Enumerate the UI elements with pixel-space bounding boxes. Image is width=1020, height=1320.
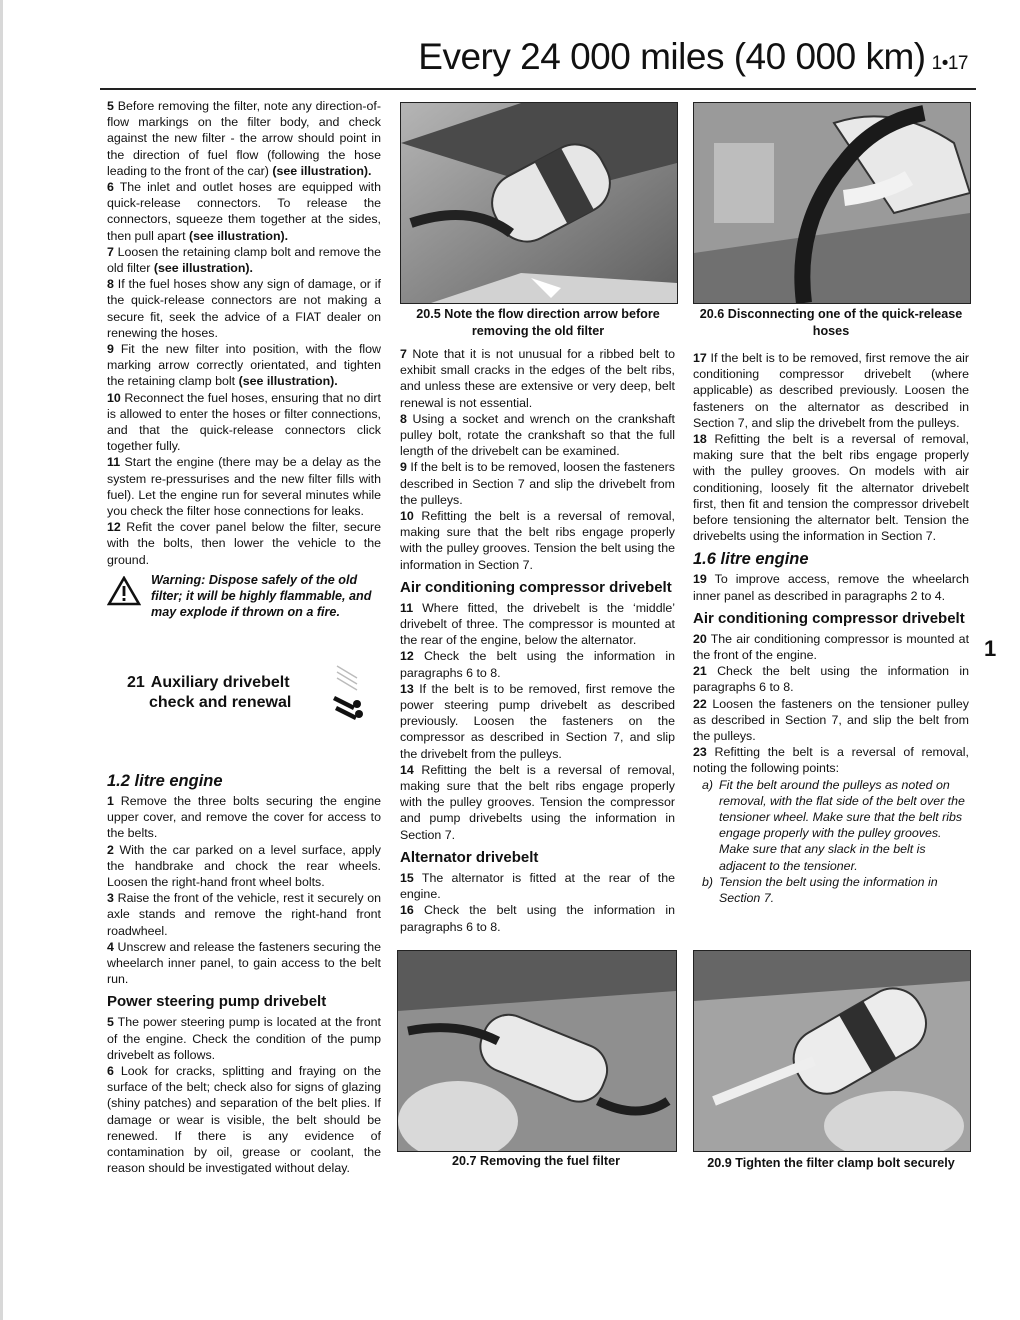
subheading: Alternator drivebelt [400,848,539,866]
subheading: 1.2 litre engine [107,771,223,790]
subheading: Power steering pump drivebelt [107,993,327,1011]
column-2 [400,346,675,935]
subheading: Air conditioning compressor drivebelt [400,578,672,596]
paragraph: 16 Check the belt using the information in paragraphs 6 to 8. [400,903,675,934]
subheading: 1.6 litre engine [693,550,809,569]
column-3 [693,350,969,906]
paragraph: 20 The air conditioning compressor is mounted at the front of the engine. [693,631,970,663]
paragraph: 11 Where fitted, the drivebelt is the ‘middle’ drivebelt of three. The compressor is mounted at the rear of the engine, below the alternator. [400,600,675,648]
photo-20-5 [400,102,678,304]
paragraph: 23 Refitting the belt is a reversal of removal, noting the following points: [693,745,969,776]
section-title-line1: Auxiliary drivebelt [150,673,290,691]
figure-caption: 20.5 Note the flow direction arrow before removing the old filter [416,307,660,338]
paragraph: 6 The inlet and outlet hoses are equipped with quick-release connectors. To release the connectors, squeeze them together at the sides, then pull apart (see illustration). [107,180,381,243]
paragraph: 12 Check the belt using the information in paragraphs 6 to 8. [400,649,675,680]
paragraph: 6 Look for cracks, splitting and fraying on the surface of the belt; check also for signs of glazing (shiny patches) and separation of the belt plies. If damage or wear is visible, the belt should be renewed. If there is any evidence of contamination by oil, grease or coolant, the reason should be investigated without delay. [107,1063,381,1176]
page-spine [0,0,3,1320]
header-rule [100,88,976,90]
paragraph: 14 Refitting the belt is a reversal of removal, making sure that the belt ribs engage properly with the pulley grooves. Tension the compressor and pump drivebelts using the information in Section 7. [400,762,675,842]
paragraph: 3 Raise the front of the vehicle, rest it securely on axle stands and remove the right-hand front roadwheel. [107,891,381,938]
header-title: Every 24 000 miles (40 000 km) [418,36,926,77]
section-heading [107,660,381,726]
paragraph: 13 If the belt is to be removed, first remove the power steering pump drivebelt as described previously. Loosen the fasteners on the compressor as described in Section 7, and slip the drivebelt from the pulleys. [400,681,675,761]
paragraph: 8 Using a socket and wrench on the crankshaft pulley bolt, rotate the crankshaft so that the full length of the drivebelt can be examined. [400,411,675,459]
paragraph: 10 Refitting the belt is a reversal of removal, making sure that the belt ribs engage properly with the pulley grooves. Tension the belt using the information in Section 7. [400,509,675,572]
list-item: a) Fit the belt around the pulleys as noted on removal, with the flat side of the belt over the tensioner wheel. Make sure that the belt ribs engage properly with the pulley grooves. Make sure that any slack in the belt is adjacent to the tensioner. [701,777,965,873]
paragraph: 8 If the fuel hoses show any sign of damage, or if the quick-release connectors are not making a secure fit, seek the advice of a FIAT dealer on renewing the hoses. [107,277,381,340]
figure-caption: 20.9 Tighten the filter clamp bolt securely [707,1156,955,1170]
paragraph: 10 Reconnect the fuel hoses, ensuring that no dirt is allowed to enter the hoses or filter connections, and that the quick-release connectors click together fully. [107,390,381,454]
warning-box [107,572,381,620]
spanner-rating-icon [331,660,365,726]
paragraph: 19 To improve access, remove the wheelarch inner panel as described in paragraphs 2 to 4. [693,572,969,603]
paragraph: 9 Fit the new filter into position, with the flow marking arrow correctly orientated, and tighten the retaining clamp bolt (see illustration). [107,342,381,389]
running-header [418,36,968,78]
figure-caption: 20.7 Removing the fuel filter [452,1154,620,1168]
paragraph: 1 Remove the three bolts securing the engine upper cover, and remove the cover for access to the belts. [107,793,381,841]
photo-20-7 [397,950,677,1152]
page-number: 1•17 [931,53,968,74]
paragraph: 7 Loosen the retaining clamp bolt and remove the old filter (see illustration). [107,244,381,276]
figure-caption: 20.6 Disconnecting one of the quick-release hoses [699,307,963,338]
paragraph: 5 Before removing the filter, note any direction-of-flow markings on the filter body, and check against the new filter - the arrow should point in the direction of fuel flow (following the hose leading to the front of the car) (see illustration). [107,99,381,178]
paragraph: 18 Refitting the belt is a reversal of removal, making sure that the belt ribs engage properly with the pulley grooves. On models with air conditioning, loosely fit the alternator drivebelt first, then fit and tension the compressor drivebelt before tensioning the alternator belt. Tension the drivebelts using the information in Section 7. [693,432,969,544]
photo-20-9 [693,950,971,1152]
column-1 [107,98,381,1176]
warning-text: Warning: Dispose safely of the old filter; it will be highly flammable, and may explode if thrown on a fire. [151,572,372,619]
subheading: Air conditioning compressor drivebelt [693,609,965,627]
paragraph: 2 With the car parked on a level surface, apply the handbrake and chock the rear wheels. Loosen the right-hand front wheel bolts. [107,842,381,889]
points-list [693,777,969,907]
section-title-line2: check and renewal [149,693,292,711]
list-item: b) Tension the belt using the information in Section 7. [701,874,938,906]
paragraph: 17 If the belt is to be removed, first remove the air conditioning compressor drivebelt (where applicable) as described previously. Loosen the fasteners on the alternator as described in Section 7, and slip the drivebelt from the pulleys. [693,351,969,430]
paragraph: 9 If the belt is to be removed, loosen the fasteners described in Section 7 and slip the drivebelt from the pulleys. [400,460,675,507]
photo-20-6 [693,102,971,304]
paragraph: 11 Start the engine (there may be a delay as the system re-pressurises and the new filter fills with fuel). Let the engine run for several minutes while you check the filter hose connections for leaks. [107,455,381,519]
paragraph: 22 Loosen the fasteners on the tensioner pulley as described in Section 7, and slip the belt from the pulleys. [693,696,969,744]
paragraph: 21 Check the belt using the information in paragraphs 6 to 8. [693,664,970,695]
paragraph: 15 The alternator is fitted at the rear of the engine. [400,870,676,902]
chapter-tab: 1 [984,636,997,661]
section-number: 21 [127,673,145,691]
warning-triangle-icon [107,576,141,606]
paragraph: 4 Unscrew and release the fasteners securing the wheelarch inner panel, to gain access to the belt run. [107,939,381,987]
paragraph: 5 The power steering pump is located at the front of the engine. Check the condition of the pump drivebelt as follows. [107,1015,381,1062]
paragraph: 7 Note that it is not unusual for a ribbed belt to exhibit small cracks in the edges of the belt ribs, and unless these are extensive or very deep, belt renewal is not essential. [400,347,675,410]
paragraph: 12 Refit the cover panel below the filter, secure with the bolts, then lower the vehicle to the ground. [107,520,381,567]
